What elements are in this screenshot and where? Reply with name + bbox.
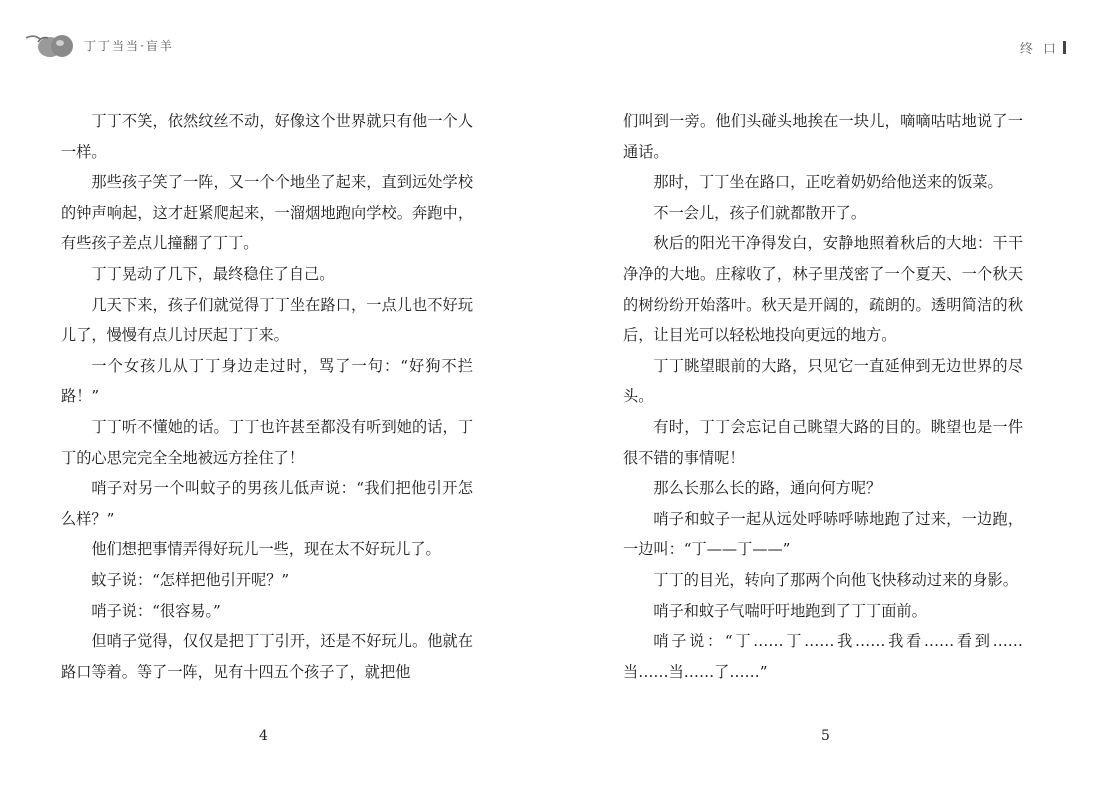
paragraph: 那时，丁丁坐在路口，正吃着奶奶给他送来的饭菜。 (653, 173, 1003, 192)
running-header-left (24, 30, 174, 60)
series-title: 丁丁当当·盲羊 (84, 38, 174, 53)
paragraph: 他们想把事情弄得好玩儿一些，现在太不好玩儿了。 (91, 540, 441, 559)
paragraph: 哨子和蚊子气喘吁吁地跑到了丁丁面前。 (653, 601, 927, 620)
paragraph: 丁丁的目光，转向了那两个向他飞快移动过来的身影。 (653, 570, 1018, 589)
paragraph: 一个女孩儿从丁丁身边走过时，骂了一句：“好狗不拦路！” (61, 356, 473, 406)
paragraph: 丁丁眺望眼前的大路，只见它一直延伸到无边世界的尽头。 (623, 356, 1023, 406)
left-page (61, 106, 473, 687)
right-page (623, 106, 1023, 687)
paragraph: 们叫到一旁。他们头碰头地挨在一块儿，嘀嘀咕咕地说了一通话。 (623, 112, 1023, 161)
paragraph: 那些孩子笑了一阵，又一个个地坐了起来，直到远处学校的钟声响起，这才赶紧爬起来，一溜烟地跑向学校。奔跑中，有些孩子差点儿撞翻了丁丁。 (61, 173, 473, 253)
paragraph: 丁丁听不懂她的话。丁丁也许甚至都没有听到她的话，丁丁的心思完完全全地被远方拴住了！ (61, 417, 473, 467)
page-number-right: 5 (821, 728, 830, 744)
paragraph: 蚊子说：“怎样把他引开呢？” (91, 570, 290, 589)
paragraph: 不一会儿，孩子们就都散开了。 (653, 203, 867, 222)
paragraph: 但哨子觉得，仅仅是把丁丁引开，还是不好玩儿。他就在路口等着。等了一阵，见有十四五个孩子了，就把他 (61, 632, 473, 681)
running-header-right (1020, 38, 1066, 57)
paragraph: 丁丁不笑，依然纹丝不动，好像这个世界就只有他一个人一样。 (61, 112, 473, 161)
paragraph: 有时，丁丁会忘记自己眺望大路的目的。眺望也是一件很不错的事情呢！ (623, 417, 1023, 467)
gourd-logo-icon (24, 30, 78, 60)
chapter-mark: 终 口 (1019, 42, 1059, 57)
paragraph: 哨子对另一个叫蚊子的男孩儿低声说：“我们把他引开怎么样？” (61, 479, 473, 528)
paragraph: 几天下来，孩子们就觉得丁丁坐在路口，一点儿也不好玩儿了，慢慢有点儿讨厌起丁丁来。 (61, 295, 473, 345)
paragraph: 哨子说：“很容易。” (91, 601, 221, 620)
paragraph: 那么长那么长的路，通向何方呢？ (653, 479, 882, 498)
paragraph: 哨子说：“丁……丁……我……我看……看到……当……当……了……” (623, 632, 1023, 681)
paragraph: 秋后的阳光干净得发白，安静地照着秋后的大地：干干净净的大地。庄稼收了，林子里茂密了一个夏天、一个秋天的树纷纷开始落叶。秋天是开阔的，疏朗的。透明简洁的秋后，让目光可以轻松地投向更远的地方。 (623, 234, 1023, 345)
header-bar-icon (1063, 41, 1066, 54)
paragraph: 哨子和蚊子一起从远处呼哧呼哧地跑了过来，一边跑，一边叫：“丁——丁——” (623, 509, 1023, 559)
page-number-left: 4 (259, 728, 268, 744)
paragraph: 丁丁晃动了几下，最终稳住了自己。 (91, 264, 335, 283)
